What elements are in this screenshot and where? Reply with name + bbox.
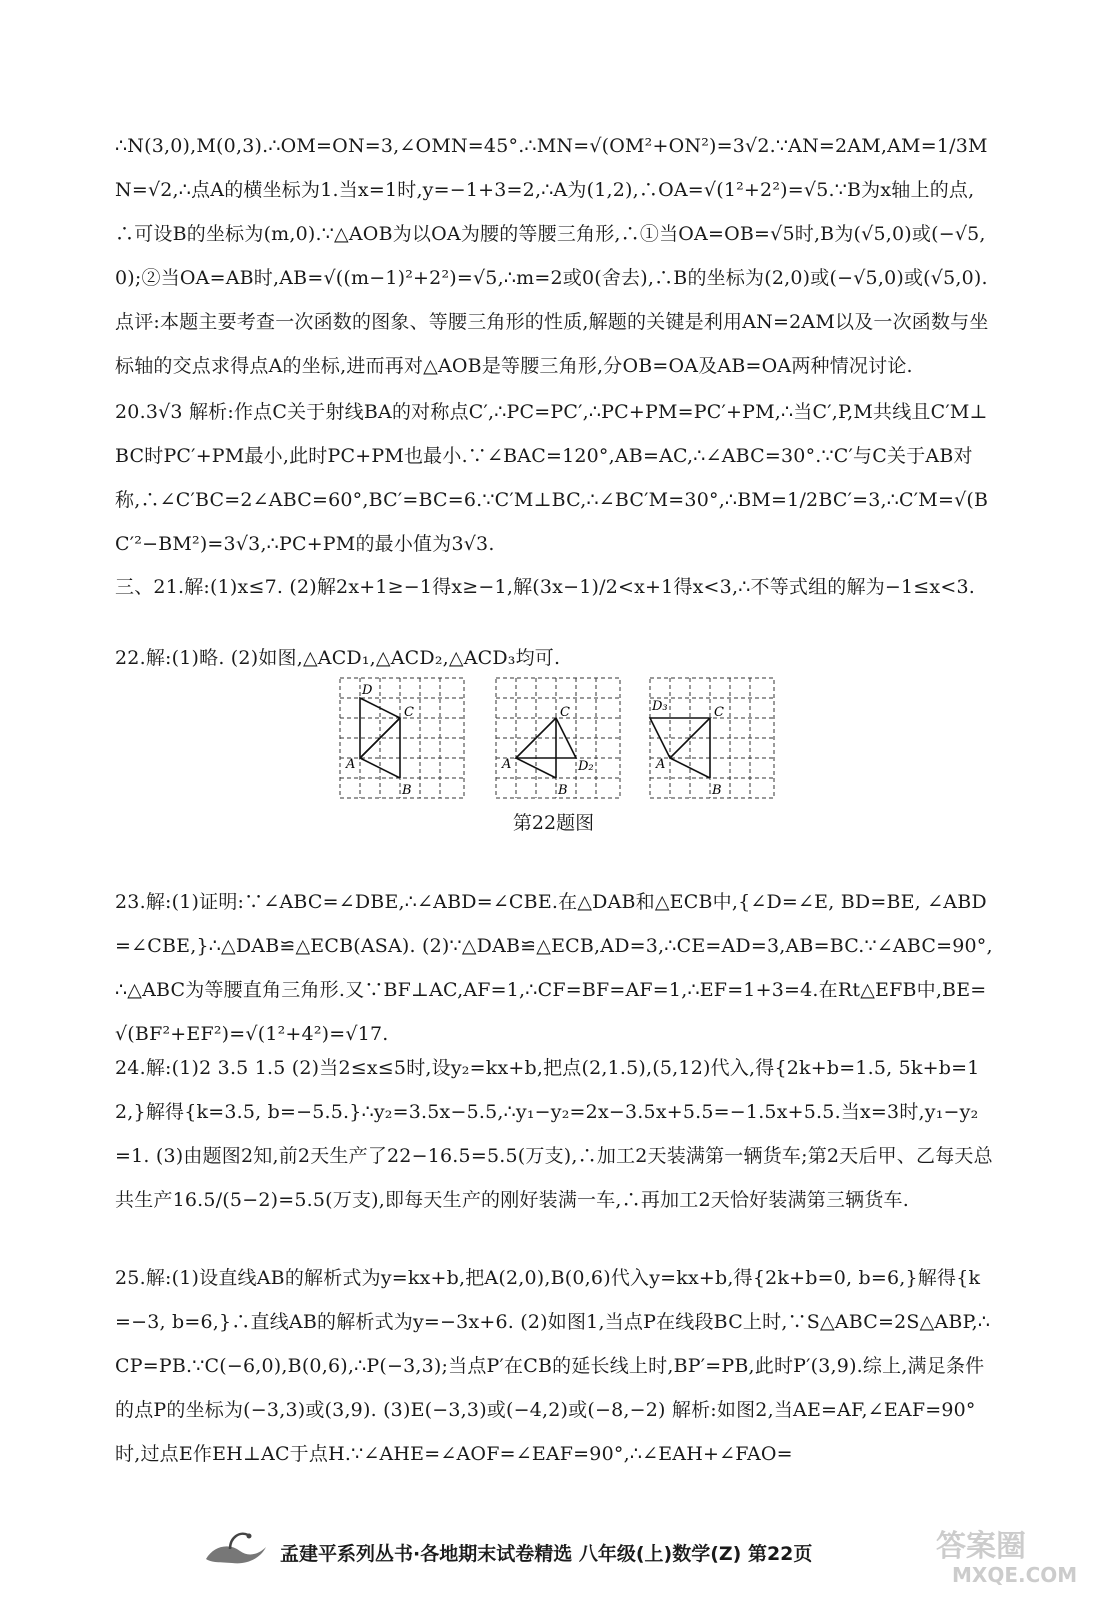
svg-text:答案圈: 答案圈 <box>936 1529 1026 1564</box>
q23-solution: 23.解:(1)证明:∵∠ABC=∠DBE,∴∠ABD=∠CBE.在△DAB和△ECB中,{∠D=∠E, BD=BE, ∠ABD=∠CBE,}∴△DAB≌△ECB(ASA). (2)∵△DAB≌△ECB,AD=3,∴CE=AD=3,AB=BC.∵∠ABC=90°,∴△ABC为等腰直角三角形.又∵BF⊥AC,AF=1,∴CF=BF=AF=1,∴EF=1+3=4.在Rt△EFB中,BE=√(BF²+EF²)=√(1²+4²)=√17. <box>115 891 993 1045</box>
label-c: C <box>560 705 570 720</box>
label-d2: D₂ <box>578 759 594 774</box>
watermark-logo-icon <box>930 1520 1090 1590</box>
label-c: C <box>714 705 724 720</box>
label-d: D <box>362 683 373 698</box>
q20-solution: 20.3√3 解析:作点C关于射线BA的对称点C′,∴PC=PC′,∴PC+PM=PC′+PM,∴当C′,P,M共线且C′M⊥BC时PC′+PM最小,此时PC+PM也最小.∵∠BAC=120°,AB=AC,∴∠ABC=30°.∵C′与C关于AB对称,∴∠C′BC=2∠ABC=60°,BC′=BC=6.∵C′M⊥BC,∴∠BC′M=30°,∴BM=1/2BC′=3,∴C′M=√(BC′²−BM²)=3√3,∴PC+PM的最小值为3√3. <box>115 401 989 555</box>
label-b: B <box>712 783 722 798</box>
label-b: B <box>402 783 412 798</box>
svg-text:MXQE.COM: MXQE.COM <box>952 1563 1078 1587</box>
grid-figure-2 <box>494 676 622 802</box>
figure-caption: 第22题图 <box>512 812 595 834</box>
grid-figure-3 <box>648 676 776 802</box>
label-b: B <box>558 783 568 798</box>
q25-solution: 25.解:(1)设直线AB的解析式为y=kx+b,把A(2,0),B(0,6)代入y=kx+b,得{2k+b=0, b=6,}解得{k=−3, b=6,}∴直线AB的解析式为y=−3x+6. (2)如图1,当点P在线段BC上时,∵S△ABC=2S△ABP,∴CP=PB.∵C(−6,0),B(0,6),∴P(−3,3);当点P′在CB的延长线上时,BP′=PB,此时P′(3,9).综上,满足条件的点P的坐标为(−3,3)或(3,9). (3)E(−3,3)或(−4,2)或(−8,−2) 解析:如图2,当AE=AF,∠EAF=90°时,过点E作EH⊥AC于点H.∵∠AHE=∠AOF=∠EAF=90°,∴∠EAH+∠FAO= <box>115 1267 991 1465</box>
grid-figure-1 <box>338 676 466 802</box>
page-footer <box>200 1533 900 1573</box>
q24-solution: 24.解:(1)2 3.5 1.5 (2)当2≤x≤5时,设y₂=kx+b,把点(2,1.5),(5,12)代入,得{2k+b=1.5, 5k+b=12,}解得{k=3.5, b=−5.5.}∴y₂=3.5x−5.5,∴y₁−y₂=2x−3.5x+5.5=−1.5x+5.5.当x=3时,y₁−y₂=1. (3)由题图2知,前2天生产了22−16.5=5.5(万支),∴加工2天装满第一辆货车;第2天后甲、乙每天总共生产16.5/(5−2)=5.5(万支),即每天生产的刚好装满一车,∴再加工2天恰好装满第三辆货车. <box>115 1057 993 1211</box>
label-c: C <box>404 705 414 720</box>
q21-solution: 三、21.解:(1)x≤7. (2)解2x+1≥−1得x≥−1,解(3x−1)/2<x+1得x<3,∴不等式组的解为−1≤x<3. <box>115 576 975 598</box>
q22-figures <box>338 676 778 806</box>
label-a: A <box>656 757 666 772</box>
q22-solution: 22.解:(1)略. (2)如图,△ACD₁,△ACD₂,△ACD₃均可. <box>115 647 561 669</box>
q19-solution: ∴N(3,0),M(0,3).∴OM=ON=3,∠OMN=45°.∴MN=√(OM²+ON²)=3√2.∵AN=2AM,AM=1/3MN=√2,∴点A的横坐标为1.当x=1时,y=−1+3=2,∴A为(1,2),∴OA=√(1²+2²)=√5.∵B为x轴上的点,∴可设B的坐标为(m,0).∵△AOB为以OA为腰的等腰三角形,∴①当OA=OB=√5时,B为(√5,0)或(−√5,0);②当OA=AB时,AB=√((m−1)²+2²)=√5,∴m=2或0(舍去),∴B的坐标为(2,0)或(−√5,0)或(√5,0).点评:本题主要考查一次函数的图象、等腰三角形的性质,解题的关键是利用AN=2AM以及一次函数与坐标轴的交点求得点A的坐标,进而再对△AOB是等腰三角形,分OB=OA及AB=OA两种情况讨论. <box>115 135 989 377</box>
label-a: A <box>502 757 512 772</box>
swan-logo-icon <box>200 1525 270 1569</box>
label-d3: D₃ <box>652 699 668 714</box>
footer-text: 孟建平系列丛书·各地期末试卷精选 八年级(上)数学(Z) 第22页 <box>280 1543 813 1565</box>
label-a: A <box>346 757 356 772</box>
